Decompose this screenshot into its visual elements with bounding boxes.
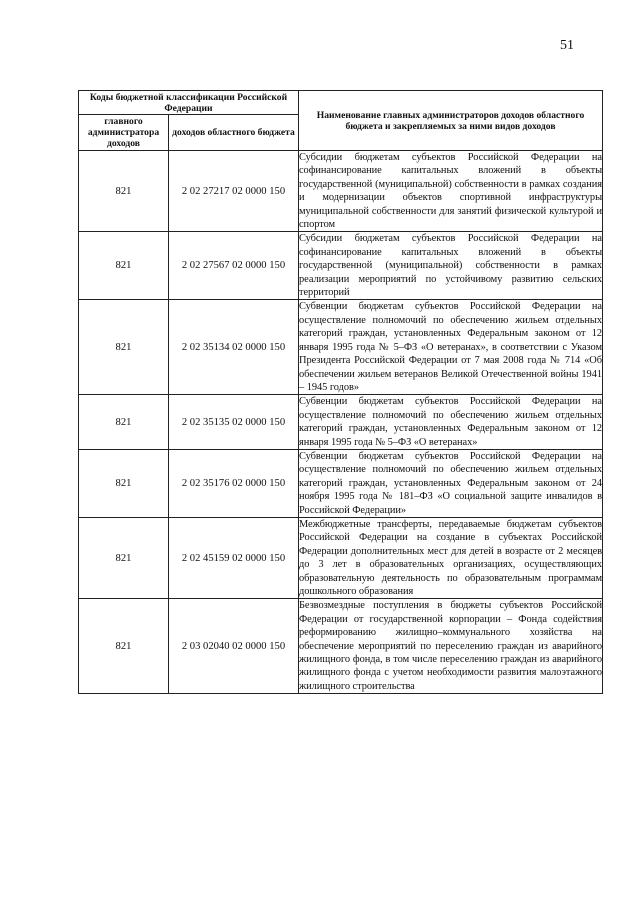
table-header bbox=[79, 91, 603, 151]
header-name-column: Наименование главных администраторов доходов областного бюджета и закрепляемых за ними видов доходов bbox=[299, 91, 603, 151]
page-number: 51 bbox=[560, 38, 574, 53]
revenue-code-cell: 2 02 27567 02 0000 150 bbox=[169, 232, 299, 300]
revenue-code-cell: 2 02 45159 02 0000 150 bbox=[169, 517, 299, 598]
revenue-name-cell: Субвенции бюджетам субъектов Российской Федерации на осуществление полномочий по обеспечению жильем отдельных категорий граждан, установленных Федеральным законом от 24 ноября 1995 года № 181–ФЗ «О социальной защите инвалидов в Российской Федерации» bbox=[299, 450, 602, 516]
revenue-code-cell: 2 02 35176 02 0000 150 bbox=[169, 449, 299, 517]
table-row bbox=[79, 232, 603, 300]
table-row bbox=[79, 449, 603, 517]
header-admin-column: главного администратора доходов bbox=[79, 115, 169, 151]
table-row bbox=[79, 300, 603, 395]
table-body bbox=[79, 151, 603, 694]
budget-classification-table bbox=[78, 90, 603, 694]
admin-code-cell: 821 bbox=[79, 449, 169, 517]
table-row bbox=[79, 151, 603, 232]
header-group-title: Коды бюджетной классификации Российской Федерации bbox=[79, 91, 299, 115]
revenue-code-cell: 2 02 27217 02 0000 150 bbox=[169, 151, 299, 232]
admin-code-cell: 821 bbox=[79, 395, 169, 450]
revenue-name-cell: Субвенции бюджетам субъектов Российской Федерации на осуществление полномочий по обеспечению жильем отдельных категорий граждан, установленных Федеральным законом от 12 января 1995 года № 5–ФЗ «О ветеранах» bbox=[299, 396, 602, 448]
revenue-code-cell: 2 02 35135 02 0000 150 bbox=[169, 395, 299, 450]
header-code-column: доходов областного бюджета bbox=[169, 115, 299, 151]
revenue-name-cell: Межбюджетные трансферты, передаваемые бюджетам субъектов Российской Федерации на создание в субъектах Российской Федерации дополнительных мест для детей в возрасте от 2 месяцев до 3 лет в образовательных организациях, осуществляющих образовательную деятельность по образовательным программам дошкольного образования bbox=[299, 518, 602, 597]
revenue-name-cell: Субвенции бюджетам субъектов Российской Федерации на осуществление полномочий по обеспечению жильем отдельных категорий граждан, установленных Федеральным законом от 12 января 1995 года № 5–ФЗ «О ветеранах», в соответствии с Указом Президента Российской Федерации от 7 мая 2008 года № 714 «Об обеспечении жильем ветеранов Великой Отечественной войны 1941 – 1945 годов» bbox=[299, 301, 602, 393]
admin-code-cell: 821 bbox=[79, 599, 169, 694]
table-row bbox=[79, 599, 603, 694]
revenue-code-cell: 2 02 35134 02 0000 150 bbox=[169, 300, 299, 395]
admin-code-cell: 821 bbox=[79, 232, 169, 300]
revenue-name-cell: Субсидии бюджетам субъектов Российской Федерации на софинансирование капитальных вложений в объекты государственной (муниципальной) собственности в рамках создания и модернизации объектов спортивной инфраструктуры муниципальной собственности для занятий физической культурой и спортом bbox=[299, 152, 602, 231]
admin-code-cell: 821 bbox=[79, 151, 169, 232]
table-row bbox=[79, 395, 603, 450]
revenue-name-cell: Субсидии бюджетам субъектов Российской Федерации на софинансирование капитальных вложений в объекты государственной (муниципальной) собственности в рамках реализации мероприятий по устойчивому развитию сельских территорий bbox=[299, 233, 602, 299]
table-row bbox=[79, 517, 603, 598]
revenue-code-cell: 2 03 02040 02 0000 150 bbox=[169, 599, 299, 694]
admin-code-cell: 821 bbox=[79, 517, 169, 598]
revenue-name-cell: Безвозмездные поступления в бюджеты субъектов Российской Федерации от государственной корпорации – Фонда содействия реформированию жилищно–коммунального хозяйства на обеспечение мероприятий по переселению граждан из аварийного жилищного фонда, в том числе переселению граждан из аварийного жилищного фонда с учетом необходимости развития малоэтажного жилищного строительства bbox=[299, 600, 602, 692]
admin-code-cell: 821 bbox=[79, 300, 169, 395]
